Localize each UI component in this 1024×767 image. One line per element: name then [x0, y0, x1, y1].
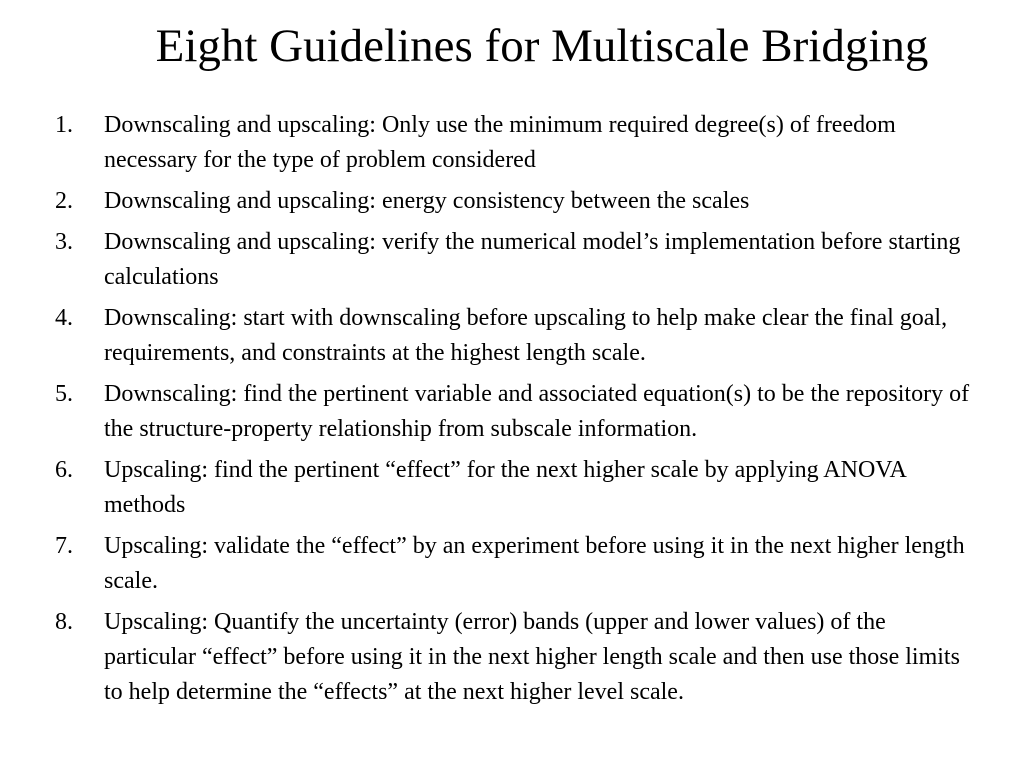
list-item-text: Downscaling: find the pertinent variable and associated equation(s) to be the repository of the structure-property relationship from subscale information.	[104, 381, 970, 442]
list-item	[55, 225, 980, 295]
list-item-text: Downscaling and upscaling: energy consistency between the scales	[104, 188, 750, 214]
list-item	[55, 529, 980, 599]
list-item-number: 4.	[55, 305, 73, 331]
list-item	[55, 377, 980, 447]
list-item	[55, 605, 980, 710]
list-item-text: Upscaling: Quantify the uncertainty (error) bands (upper and lower values) of the particular “effect” before using it in the next higher length scale and then use those limits to help determine the “effects” at the next higher level scale.	[104, 609, 960, 705]
list-item-text: Upscaling: validate the “effect” by an experiment before using it in the next higher length scale.	[104, 533, 965, 594]
list-item-text: Downscaling and upscaling: verify the numerical model’s implementation before starting calculations	[104, 229, 961, 290]
list-item-number: 7.	[55, 533, 73, 559]
list-item-text: Downscaling and upscaling: Only use the minimum required degree(s) of freedom necessary for the type of problem considered	[104, 112, 896, 173]
list-item	[55, 453, 980, 523]
list-item-number: 3.	[55, 229, 73, 255]
list-item	[55, 301, 980, 371]
list-item-text: Downscaling: start with downscaling before upscaling to help make clear the final goal, requirements, and constraints at the highest length scale.	[104, 305, 948, 366]
guidelines-list	[55, 108, 980, 716]
list-item-number: 1.	[55, 112, 73, 138]
list-item	[55, 108, 980, 178]
list-item-number: 5.	[55, 381, 73, 407]
list-item-number: 8.	[55, 609, 73, 635]
list-item	[55, 184, 980, 219]
slide-title: Eight Guidelines for Multiscale Bridging	[155, 20, 929, 72]
list-item-number: 2.	[55, 188, 73, 214]
list-item-number: 6.	[55, 457, 73, 483]
list-item-text: Upscaling: find the pertinent “effect” for the next higher scale by applying ANOVA methods	[104, 457, 906, 518]
